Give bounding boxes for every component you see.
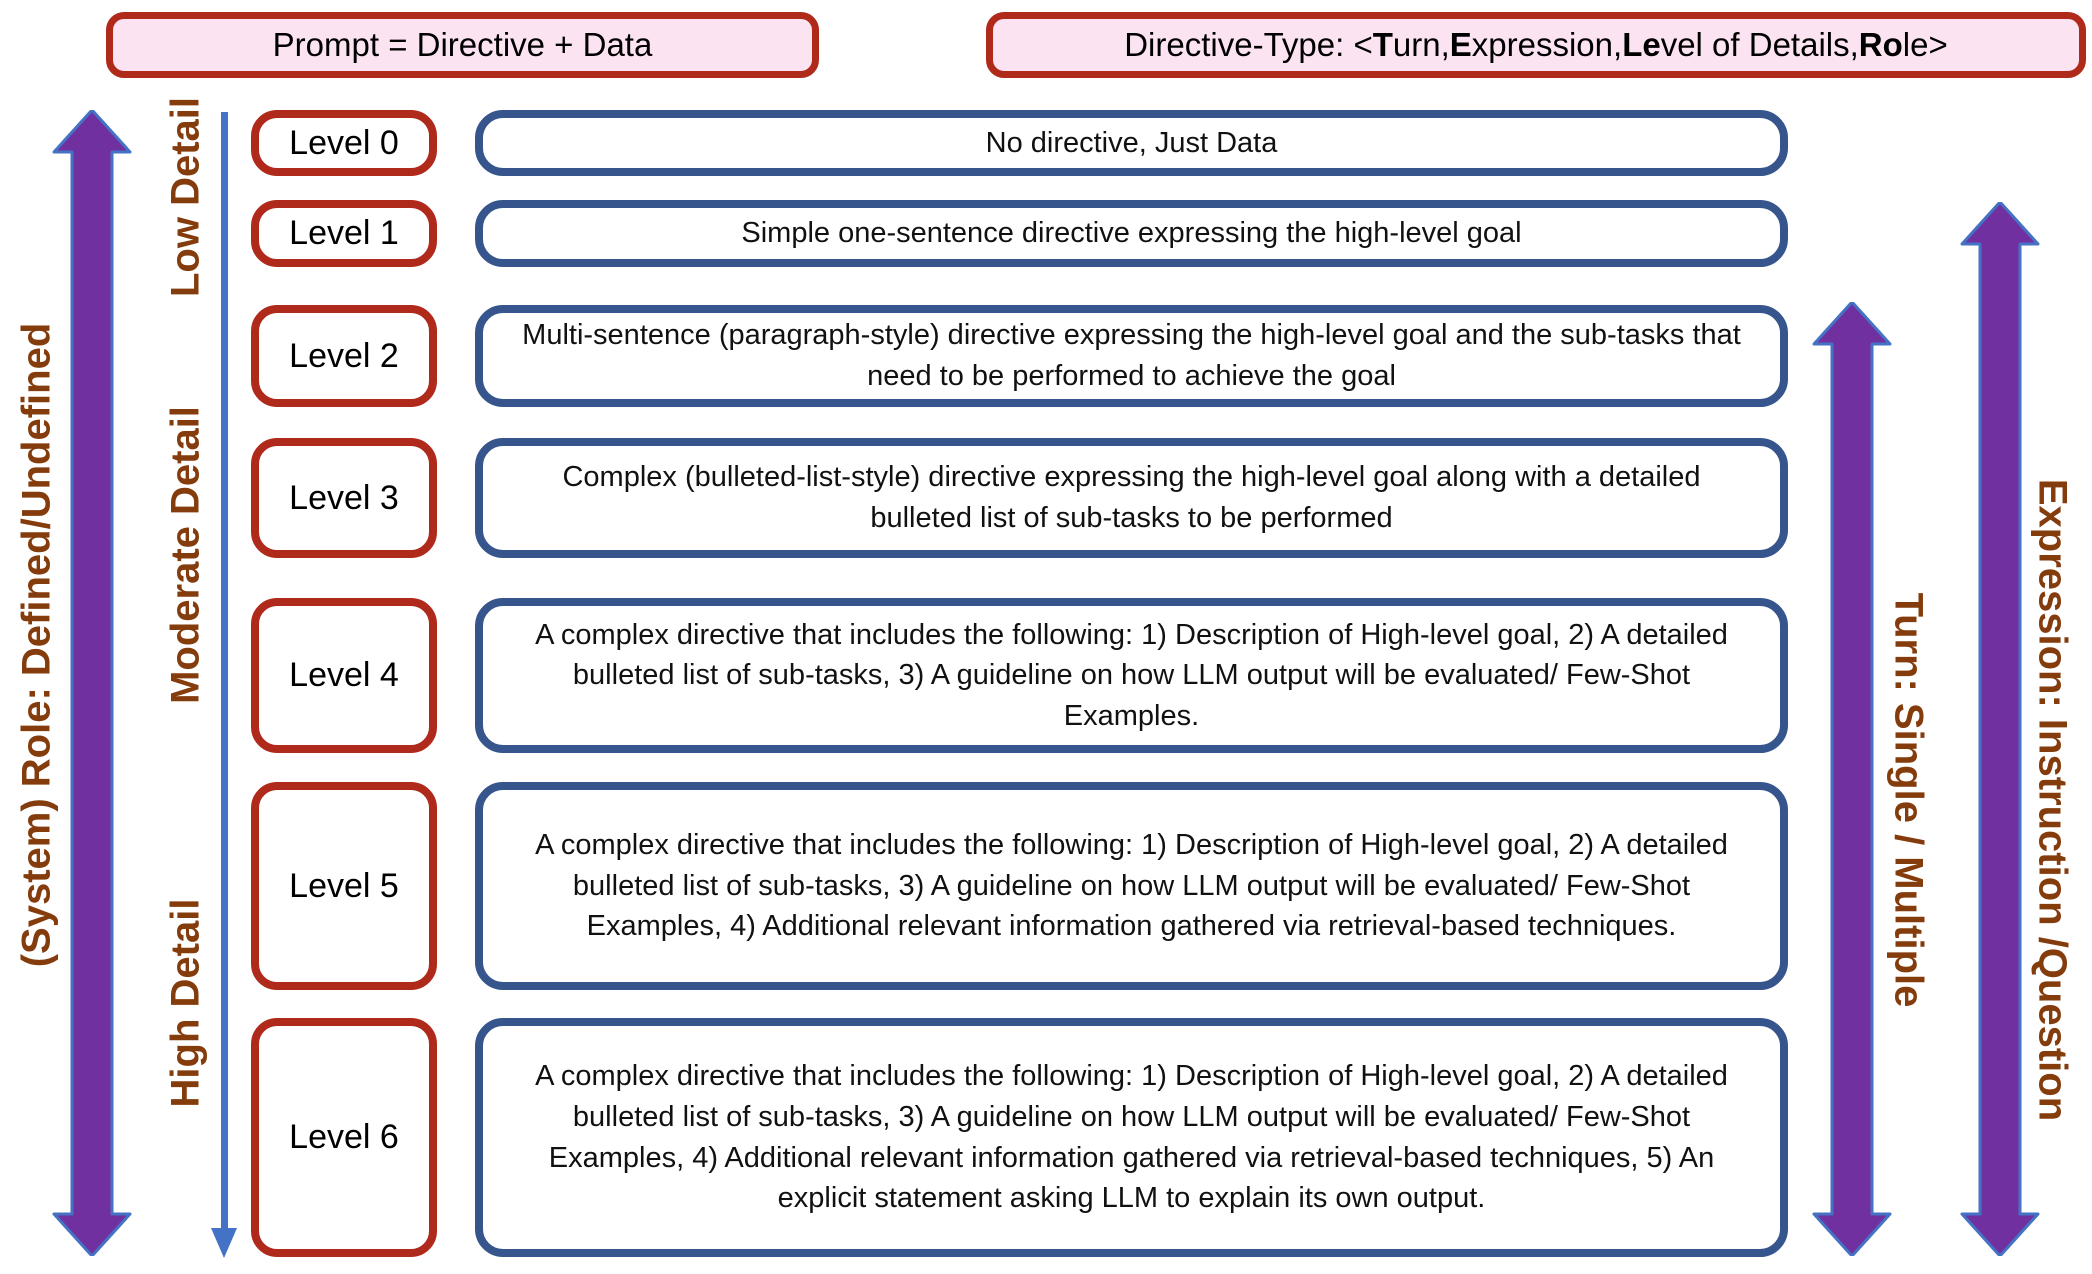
level-row-0 <box>0 110 2092 176</box>
level-label: Level 6 <box>289 1118 399 1156</box>
level-description: Simple one-sentence directive expressing the high-level goal <box>741 217 1522 250</box>
level-label: Level 1 <box>289 214 399 252</box>
level-label-box <box>251 110 437 176</box>
detail-label-low: Low Detail <box>163 96 208 298</box>
level-row-1 <box>0 200 2092 267</box>
level-row-3 <box>0 438 2092 558</box>
level-description-box <box>475 438 1788 558</box>
expression-axis-label: Expression: Instruction /Question <box>2030 478 2075 1122</box>
expression-axis-double-arrow-icon <box>1960 202 2040 1256</box>
level-label: Level 3 <box>289 478 399 517</box>
level-description: A complex directive that includes the following: 1) Description of High-level goal, 2) A detailed bulleted list of sub-tasks, 3) A guideline on how LLM output will be evaluated/ Few-Shot Examples, 4) Additional relevant information gathered via retrieval-based techniques, 5) An explicit statement asking LLM to explain its own output. <box>535 1060 1728 1215</box>
level-label-box <box>251 200 437 267</box>
detail-label-moderate: Moderate Detail <box>163 406 208 704</box>
level-label: Level 4 <box>289 656 399 694</box>
level-description-box <box>475 200 1788 267</box>
level-label: Level 0 <box>289 123 399 162</box>
level-description-box <box>475 782 1788 990</box>
level-description: A complex directive that includes the following: 1) Description of High-level goal, 2) A detailed bulleted list of sub-tasks, 3) A guideline on how LLM output will be evaluated/ Few-Shot Examples, 4) Additional relevant information gathered via retrieval-based techniques. <box>535 829 1728 943</box>
turn-axis-label: Turn: Single / Multiple <box>1886 592 1931 1008</box>
level-row-5 <box>0 782 2092 990</box>
level-label: Level 5 <box>289 866 399 905</box>
level-description-box <box>475 305 1788 407</box>
role-axis-label: (System) Role: Defined/Undefined <box>14 322 59 968</box>
level-description: Complex (bulleted-list-style) directive expressing the high-level goal along with a detailed bulleted list of sub-tasks to be performed <box>562 461 1701 534</box>
detail-label-high: High Detail <box>163 898 208 1108</box>
level-row-2 <box>0 305 2092 407</box>
level-row-6 <box>0 1018 2092 1257</box>
level-label-box <box>251 598 437 753</box>
level-description: A complex directive that includes the following: 1) Description of High-level goal, 2) A detailed bulleted list of sub-tasks, 3) A guideline on how LLM output will be evaluated/ Few-Shot Examples. <box>535 618 1728 732</box>
level-row-4 <box>0 598 2092 753</box>
level-description-box <box>475 1018 1788 1257</box>
level-label: Level 2 <box>289 336 399 375</box>
level-label-box <box>251 438 437 558</box>
level-label-box <box>251 782 437 990</box>
level-description-box <box>475 110 1788 176</box>
directive-type-box: Directive-Type: < T urn, E xpression, Le vel of Details, Ro le> <box>986 12 2086 78</box>
level-label-box <box>251 305 437 407</box>
prompt-formula-box: Prompt = Directive + Data <box>106 12 819 78</box>
level-description: No directive, Just Data <box>985 126 1278 159</box>
level-description-box <box>475 598 1788 753</box>
turn-axis-double-arrow-icon <box>1812 302 1892 1256</box>
level-label-box <box>251 1018 437 1257</box>
level-description: Multi-sentence (paragraph-style) directive expressing the high-level goal and the sub-tasks that need to be performed to achieve the goal <box>522 319 1741 392</box>
